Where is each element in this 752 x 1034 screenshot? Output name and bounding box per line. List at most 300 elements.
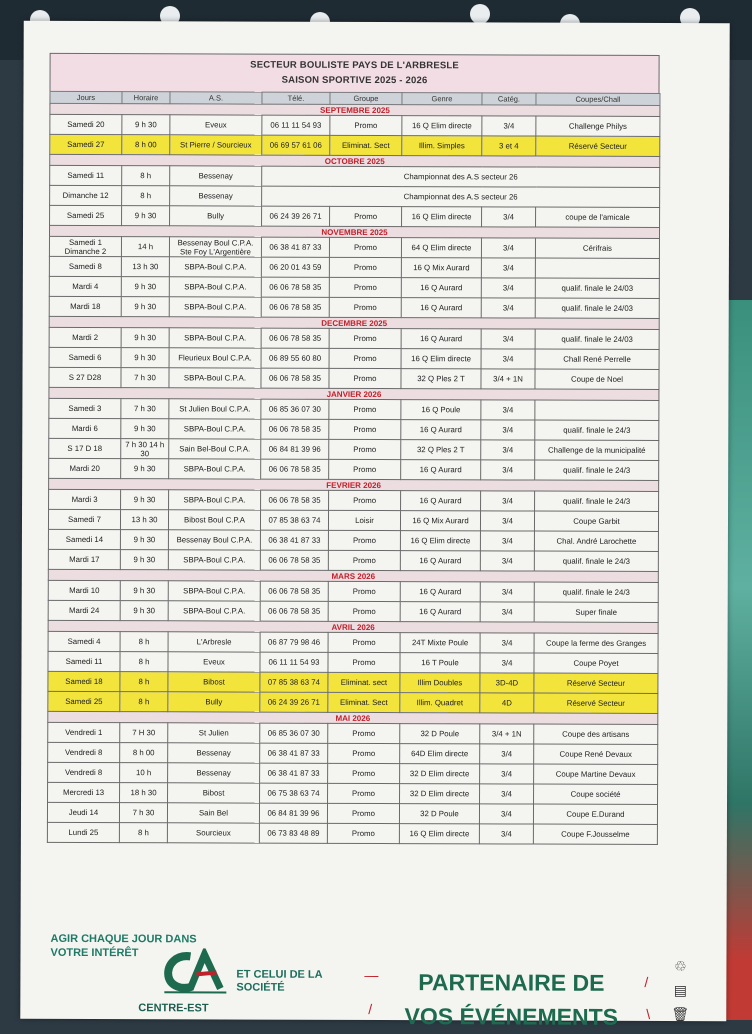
cell-jours: Samedi 25 [48, 691, 120, 711]
table-row [48, 762, 658, 784]
table-row [48, 782, 658, 804]
table-row [48, 651, 658, 673]
cell-categ: 3/4 [480, 511, 534, 531]
cell-groupe: Promo [329, 328, 401, 348]
cell-tele: 07 85 38 63 74 [260, 510, 328, 530]
cell-groupe: Eliminat. Sect [328, 692, 400, 712]
cell-jours: Samedi 7 [48, 509, 120, 529]
cell-tele: 07 85 38 63 74 [260, 672, 328, 692]
cell-horaire: 9 h 30 [121, 419, 169, 439]
cell-categ: 3/4 + 1N [480, 724, 534, 744]
cell-horaire: 9 h 30 [121, 348, 169, 368]
month-label: MAI 2026 [48, 711, 658, 724]
cell-as: Sourcieux [167, 823, 259, 843]
cell-coupe: Cérifrais [535, 238, 659, 258]
table-row [50, 134, 660, 156]
cell-horaire: 13 h 30 [121, 257, 169, 277]
col-header: A.S. [170, 92, 262, 104]
cell-groupe: Promo [329, 348, 401, 368]
table-row [49, 276, 659, 298]
cell-categ: 4D [480, 693, 534, 713]
cell-groupe: Promo [328, 632, 400, 652]
cell-jours: Samedi 20 [50, 114, 122, 134]
cell-jours: Mardi 10 [48, 580, 120, 600]
cell-horaire: 7 h 30 [119, 803, 167, 823]
cell-tele: 06 06 78 58 35 [261, 459, 329, 479]
table-row [48, 722, 658, 744]
cell-coupe: Coupe des artisans [534, 724, 658, 744]
cell-horaire: 9 h 30 [120, 601, 168, 621]
cell-horaire: 7 h 30 [121, 399, 169, 419]
col-header: Jours [50, 91, 122, 103]
header-line2: SAISON SPORTIVE 2025 - 2026 [281, 74, 428, 87]
cell-tele: 06 84 81 39 96 [261, 439, 329, 459]
spark-icon: / [644, 973, 649, 990]
table-row [48, 691, 658, 713]
cell-tele: 06 69 57 61 06 [262, 135, 330, 155]
cell-tele: 06 89 55 60 80 [261, 348, 329, 368]
cell-event-span: Championnat des A.S secteur 26 [262, 166, 660, 187]
table-row [47, 822, 657, 844]
cell-tele: 06 87 79 98 46 [260, 632, 328, 652]
cell-genre: 16 Q Elim directe [402, 116, 482, 136]
table-row [49, 438, 659, 460]
spark-icon: / [368, 1000, 373, 1017]
cell-genre: 32 Q Ples 2 T [401, 369, 481, 389]
cell-as: SBPA-Boul C.P.A. [169, 277, 261, 297]
cell-genre: 16 Q Aurard [401, 329, 481, 349]
cell-jours: Mardi 4 [49, 276, 121, 296]
cell-horaire: 9 h 30 [122, 206, 170, 226]
table-row [50, 205, 660, 227]
cell-as: Bessenay [170, 166, 262, 186]
cell-horaire: 8 h [120, 632, 168, 652]
cell-categ: 3/4 [481, 440, 535, 460]
cell-genre: 16 T Poule [400, 653, 480, 673]
header-line1: SECTEUR BOULISTE PAYS DE L'ARBRESLE [250, 59, 459, 72]
cell-jours: Samedi 11 [50, 165, 122, 185]
cell-jours: Samedi 4 [48, 631, 120, 651]
cell-groupe: Promo [328, 783, 400, 803]
sponsor-region: CENTRE-EST [138, 1002, 209, 1015]
cell-tele: 06 38 41 87 33 [260, 743, 328, 763]
cell-as: Fleurieux Boul C.P.A. [169, 348, 261, 368]
cell-jours: Mercredi 13 [48, 782, 120, 802]
table-row [49, 398, 659, 420]
cell-genre: 16 Q Aurard [401, 460, 481, 480]
cell-jours: Samedi 18 [48, 671, 120, 691]
cell-groupe: Loisir [328, 510, 400, 530]
cell-tele: 06 06 78 58 35 [261, 297, 329, 317]
cell-groupe: Promo [328, 652, 400, 672]
cell-jours: Mardi 20 [49, 458, 121, 478]
schedule-sheet [20, 21, 729, 1030]
cell-genre: 32 D Poule [399, 804, 479, 824]
print-credit-vertical [688, 423, 702, 943]
cell-as: Bully [170, 206, 262, 226]
cell-horaire: 8 h [120, 672, 168, 692]
month-label: DECEMBRE 2025 [49, 316, 659, 329]
cell-horaire: 9 h 30 [121, 490, 169, 510]
partner-line2: VOS ÉVÉNEMENTS [404, 1003, 619, 1030]
cell-as: SBPA-Boul C.P.A. [169, 328, 261, 348]
cell-groupe: Promo [328, 550, 400, 570]
cell-horaire: 9 h 30 [120, 530, 168, 550]
cell-coupe: Coupe René Devaux [534, 744, 658, 764]
cell-genre: 24T Mixte Poule [400, 633, 480, 653]
cell-genre: 64D Elim directe [400, 744, 480, 764]
cell-categ: 3/4 [481, 298, 535, 318]
cell-coupe: Chall René Perrelle [535, 349, 659, 369]
table-row [49, 347, 659, 369]
table-row [49, 458, 659, 480]
sponsor-footer [46, 926, 706, 1028]
cell-coupe: coupe de l'amicale [536, 207, 660, 227]
table-row [48, 742, 658, 764]
cell-tele: 06 06 78 58 35 [260, 550, 328, 570]
cell-groupe: Promo [328, 763, 400, 783]
cell-horaire: 9 h 30 [120, 581, 168, 601]
cell-categ: 3/4 [480, 633, 534, 653]
table-row [48, 671, 658, 693]
cell-coupe: Coupe E.Durand [533, 804, 657, 824]
cell-genre: 16 Q Aurard [400, 582, 480, 602]
cell-jours: Lundi 25 [47, 822, 119, 842]
cell-jours: Vendredi 8 [48, 742, 120, 762]
cell-categ: 3D-4D [480, 673, 534, 693]
cell-groupe: Eliminat. Sect [330, 135, 402, 155]
cell-groupe: Promo [329, 257, 401, 277]
cell-groupe: Promo [329, 459, 401, 479]
cell-as: Sain Bel [167, 803, 259, 823]
cell-coupe: Chal. André Larochette [534, 531, 658, 551]
cell-coupe: Réservé Secteur [536, 136, 660, 156]
cell-coupe: qualif. finale le 24/3 [535, 460, 659, 480]
partner-banner [386, 965, 636, 1034]
table-row [49, 327, 659, 349]
cell-coupe: Coupe Martine Devaux [534, 764, 658, 784]
cell-genre: 16 Q Mix Aurard [400, 511, 480, 531]
schedule-table [47, 91, 661, 845]
cell-tele: 06 85 36 07 30 [260, 723, 328, 743]
cell-jours: Mardi 24 [48, 600, 120, 620]
cell-categ: 3/4 [480, 764, 534, 784]
cell-horaire: 7 H 30 [120, 723, 168, 743]
cell-horaire: 9 h 30 [121, 459, 169, 479]
cell-tele: 06 85 36 07 30 [261, 399, 329, 419]
cell-tele: 06 11 11 54 93 [262, 115, 330, 135]
cell-jours: Jeudi 14 [47, 802, 119, 822]
sponsor-slogan: AGIR CHAQUE JOUR DANS VOTRE INTÉRÊT [50, 932, 197, 960]
table-row [49, 367, 659, 389]
cell-as: St Julien Boul C.P.A. [169, 399, 261, 419]
cell-groupe: Promo [328, 723, 400, 743]
cell-groupe: Promo [327, 803, 399, 823]
cell-coupe: qualif. finale le 24/03 [535, 329, 659, 349]
cell-groupe: Promo [329, 419, 401, 439]
cell-genre: 16 Q Mix Aurard [401, 258, 481, 278]
cell-groupe: Promo [327, 823, 399, 843]
cell-genre: 16 Q Elim directe [400, 531, 480, 551]
table-row [49, 489, 659, 511]
cell-jours: S 17 D 18 [49, 438, 121, 458]
triman-icon: ♲ [674, 958, 687, 975]
cell-tele: 06 84 81 39 96 [259, 803, 327, 823]
cell-as: SBPA-Boul C.P.A. [169, 297, 261, 317]
sponsor-society-text: ET CELUI DE LA SOCIÉTÉ [236, 968, 323, 994]
cell-coupe: qualif. finale le 24/3 [534, 551, 658, 571]
cell-groupe: Promo [328, 530, 400, 550]
cell-horaire: 9 h 30 [121, 277, 169, 297]
cell-horaire: 13 h 30 [120, 510, 168, 530]
cell-tele: 06 06 78 58 35 [261, 490, 329, 510]
cell-horaire: 7 h 30 [121, 368, 169, 388]
cell-jours: Samedi 27 [50, 134, 122, 154]
cell-groupe: Eliminat. sect [328, 672, 400, 692]
cell-groupe: Promo [329, 490, 401, 510]
cell-tele: 06 38 41 87 33 [260, 530, 328, 550]
cell-groupe: Promo [328, 743, 400, 763]
cell-as: Bessenay [170, 186, 262, 206]
cell-genre: Illim. Simples [402, 136, 482, 156]
cell-genre: Illim. Quadret [400, 693, 480, 713]
cell-genre: 16 Q Aurard [401, 298, 481, 318]
cell-tele: 06 11 11 54 93 [260, 652, 328, 672]
cell-horaire: 8 h [120, 692, 168, 712]
cell-jours: Samedi 1 Dimanche 2 [49, 236, 121, 256]
cell-tele: 06 06 78 58 35 [261, 368, 329, 388]
cell-genre: 16 Q Elim directe [402, 207, 482, 227]
cell-coupe: Super finale [534, 602, 658, 622]
cell-as: SBPA-Boul C.P.A. [169, 368, 261, 388]
cell-horaire: 8 h 00 [122, 135, 170, 155]
cell-categ: 3/4 [480, 744, 534, 764]
cell-coupe: qualif. finale le 24/3 [535, 420, 659, 440]
cell-as: SBPA-Boul C.P.A. [169, 257, 261, 277]
cell-horaire: 10 h [120, 763, 168, 783]
cell-categ: 3/4 [479, 824, 533, 844]
cell-as: Eveux [168, 652, 260, 672]
cell-horaire: 8 h [119, 823, 167, 843]
cell-categ: 3 et 4 [482, 136, 536, 156]
cell-categ: 3/4 [480, 784, 534, 804]
table-row [47, 802, 657, 824]
cell-categ: 3/4 [481, 349, 535, 369]
cell-jours: Mardi 18 [49, 296, 121, 316]
cell-genre: 16 Q Aurard [400, 551, 480, 571]
cell-as: Bessenay [168, 763, 260, 783]
table-row [48, 529, 658, 551]
cell-as: L'Arbresle [168, 632, 260, 652]
cell-as: SBPA-Boul C.P.A. [169, 459, 261, 479]
cell-genre: 16 Q Elim directe [401, 349, 481, 369]
cell-genre: 16 Q Aurard [401, 491, 481, 511]
cell-genre: 64 Q Elim directe [401, 238, 481, 258]
cell-categ: 3/4 [480, 531, 534, 551]
month-label: OCTOBRE 2025 [50, 154, 660, 167]
cell-tele: 06 06 78 58 35 [260, 581, 328, 601]
cell-jours: Mardi 6 [49, 418, 121, 438]
table-row [50, 114, 660, 136]
cell-categ: 3/4 [480, 582, 534, 602]
cell-categ: 3/4 + 1N [481, 369, 535, 389]
cell-categ: 3/4 [482, 207, 536, 227]
month-label: NOVEMBRE 2025 [49, 225, 659, 238]
fabric-dot [470, 4, 490, 24]
cell-coupe: Challenge de la municipalité [535, 440, 659, 460]
cell-jours: Dimanche 12 [50, 185, 122, 205]
cell-jours: Samedi 6 [49, 347, 121, 367]
cell-horaire: 9 h 30 [121, 328, 169, 348]
col-header: Groupe [330, 92, 402, 104]
month-label: FEVRIER 2026 [49, 478, 659, 491]
bin-icon: 🗑 [671, 1006, 690, 1023]
cell-coupe: qualif. finale le 24/3 [534, 582, 658, 602]
month-label: MARS 2026 [48, 569, 658, 582]
cell-groupe: Promo [329, 237, 401, 257]
cell-groupe: Promo [329, 439, 401, 459]
cell-coupe: Coupe de Noel [535, 369, 659, 389]
cell-tele: 06 75 38 63 74 [260, 783, 328, 803]
paper-recycle-icon: ▤ [673, 982, 688, 999]
cell-genre: 32 D Elim directe [400, 764, 480, 784]
cell-horaire: 9 h 30 [120, 550, 168, 570]
cell-groupe: Promo [330, 206, 402, 226]
cell-tele: 06 06 78 58 35 [261, 277, 329, 297]
table-row [48, 549, 658, 571]
cell-as: Eveux [170, 115, 262, 135]
cell-categ: 3/4 [480, 551, 534, 571]
cell-tele: 06 06 78 58 35 [261, 419, 329, 439]
cell-jours: Samedi 14 [48, 529, 120, 549]
table-row [49, 256, 659, 278]
cell-horaire: 9 h 30 [122, 115, 170, 135]
col-header: Genre [402, 93, 482, 105]
cell-coupe: qualif. finale le 24/3 [535, 491, 659, 511]
cell-groupe: Promo [329, 399, 401, 419]
cell-as: St Pierre / Sourcieux [170, 135, 262, 155]
credit-agricole-logo [160, 948, 230, 994]
cell-tele: 06 24 39 26 71 [260, 692, 328, 712]
cell-groupe: Promo [330, 115, 402, 135]
cell-genre: 16 Q Poule [401, 400, 481, 420]
cell-tele: 06 38 41 87 33 [261, 237, 329, 257]
cell-categ: 3/4 [481, 258, 535, 278]
cell-as: SBPA-Boul C.P.A. [168, 601, 260, 621]
cell-as: Bessenay [168, 743, 260, 763]
cell-jours: Mardi 2 [49, 327, 121, 347]
cell-coupe: Coupe F.Jousselme [533, 824, 657, 844]
cell-jours: Mardi 17 [48, 549, 120, 569]
spark-icon: — [364, 966, 379, 984]
cell-jours: Samedi 11 [48, 651, 120, 671]
cell-genre: 16 Q Aurard [400, 602, 480, 622]
cell-genre: 32 D Poule [400, 724, 480, 744]
table-row [49, 296, 659, 318]
table-row [49, 236, 659, 258]
cell-genre: 16 Q Aurard [401, 278, 481, 298]
cell-categ: 3/4 [480, 653, 534, 673]
table-row [48, 580, 658, 602]
table-row [48, 631, 658, 653]
cell-as: Bessenay Boul C.P.A. Ste Foy L'Argentière [169, 237, 261, 257]
cell-genre: Illim Doubles [400, 673, 480, 693]
cell-categ: 3/4 [480, 602, 534, 622]
cell-categ: 3/4 [479, 804, 533, 824]
cell-as: Bibost [168, 783, 260, 803]
cell-horaire: 8 h [122, 186, 170, 206]
cell-tele: 06 38 41 87 33 [260, 763, 328, 783]
cell-as: Bibost Boul C.P.A [168, 510, 260, 530]
cell-as: Bibost [168, 672, 260, 692]
table-row [48, 600, 658, 622]
cell-event-span: Championnat des A.S secteur 26 [262, 186, 660, 207]
cell-jours: Samedi 8 [49, 256, 121, 276]
cell-horaire: 14 h [121, 237, 169, 257]
cell-jours: Mardi 3 [49, 489, 121, 509]
col-header: Coupes/Chall [536, 93, 660, 105]
cell-coupe: Challenge Philys [536, 116, 660, 136]
cell-categ: 3/4 [481, 420, 535, 440]
cell-groupe: Promo [329, 297, 401, 317]
table-row [48, 509, 658, 531]
cell-as: SBPA-Boul C.P.A. [169, 490, 261, 510]
recycling-icons [668, 954, 692, 1024]
cell-groupe: Promo [328, 581, 400, 601]
cell-groupe: Promo [329, 277, 401, 297]
month-label: AVRIL 2026 [48, 620, 658, 633]
month-label: SEPTEMBRE 2025 [50, 103, 660, 116]
cell-jours: S 27 D28 [49, 367, 121, 387]
cell-tele: 06 20 01 43 59 [261, 257, 329, 277]
cell-coupe: Réservé Secteur [534, 673, 658, 693]
cell-categ: 3/4 [481, 400, 535, 420]
cell-as: SBPA-Boul C.P.A. [169, 419, 261, 439]
cell-categ: 3/4 [481, 491, 535, 511]
cell-categ: 3/4 [481, 329, 535, 349]
cell-genre: 32 Q Ples 2 T [401, 440, 481, 460]
cell-genre: 16 Q Aurard [401, 420, 481, 440]
cell-coupe: qualif. finale le 24/03 [535, 278, 659, 298]
cell-coupe: Coupe la ferme des Granges [534, 633, 658, 653]
cell-categ: 3/4 [481, 238, 535, 258]
cell-coupe: Coupe société [534, 784, 658, 804]
cell-as: Sain Bel-Boul C.P.A. [169, 439, 261, 459]
cell-tele: 06 06 78 58 35 [260, 601, 328, 621]
cell-as: St Julien [168, 723, 260, 743]
cell-horaire: 8 h [120, 652, 168, 672]
cell-jours: Samedi 3 [49, 398, 121, 418]
cell-tele: 06 24 39 26 71 [262, 206, 330, 226]
month-label: JANVIER 2026 [49, 387, 659, 400]
cell-as: Bully [168, 692, 260, 712]
cell-genre: 16 Q Elim directe [399, 824, 479, 844]
cell-coupe: Coupe Poyet [534, 653, 658, 673]
cell-as: Bessenay Boul C.P.A. [168, 530, 260, 550]
cell-coupe [535, 258, 659, 278]
cell-horaire: 9 h 30 [121, 297, 169, 317]
cell-coupe: Réservé Secteur [534, 693, 658, 713]
cell-categ: 3/4 [482, 116, 536, 136]
table-row [49, 418, 659, 440]
cell-categ: 3/4 [481, 278, 535, 298]
cell-categ: 3/4 [481, 460, 535, 480]
cell-horaire: 8 h [122, 166, 170, 186]
table-row [50, 165, 660, 187]
cell-coupe [535, 400, 659, 420]
cell-as: SBPA-Boul C.P.A. [168, 581, 260, 601]
cell-horaire: 8 h 00 [120, 743, 168, 763]
